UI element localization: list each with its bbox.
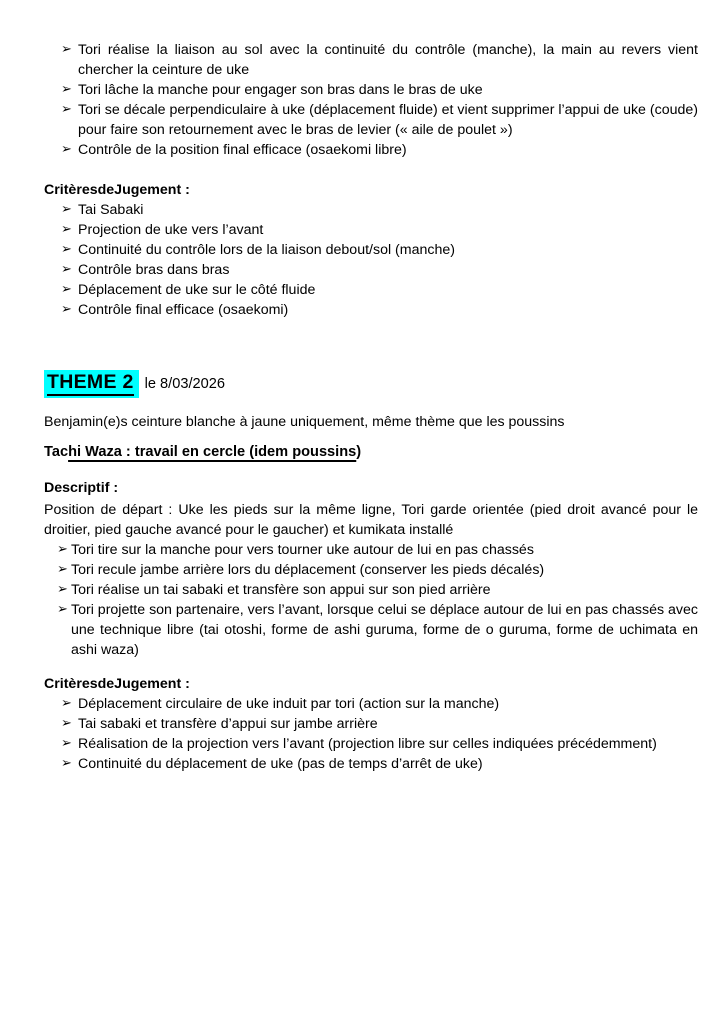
list-item <box>44 694 698 714</box>
list-item <box>44 540 698 560</box>
list-item-text: Contrôle bras dans bras <box>78 262 230 278</box>
arrow-bullet-icon: ➢ <box>61 201 72 216</box>
list-item-text: Tori lâche la manche pour engager son bras dans le bras de uke <box>78 82 483 98</box>
tachi-underlined-text: hi Waza : travail en cercle (idem poussins <box>68 444 357 460</box>
list-item-text: Déplacement de uke sur le côté fluide <box>78 282 316 298</box>
list-item <box>44 734 698 754</box>
arrow-bullet-icon: ➢ <box>61 81 72 96</box>
list-item-text: Contrôle de la position final efficace (osaekomi libre) <box>78 142 407 158</box>
list-item <box>44 100 698 140</box>
list-item-text: Tai sabaki et transfère d’appui sur jambe arrière <box>78 716 378 732</box>
arrow-bullet-icon: ➢ <box>61 221 72 236</box>
tachi-prefix: Tac <box>44 444 69 460</box>
tachi-waza-heading <box>44 442 698 462</box>
list-item-text: Tori réalise la liaison au sol avec la continuité du contrôle (manche), la main au revers vient chercher la ceinture de uke <box>78 42 698 78</box>
list-item <box>44 140 698 160</box>
position-paragraph: Position de départ : Uke les pieds sur la même ligne, Tori garde orientée (pied droit avancé pour le droitier, pied gauche avancé pour le gaucher) et kumikata installé <box>44 502 698 538</box>
list-item-text: Contrôle final efficace (osaekomi) <box>78 302 289 318</box>
criteria-heading-1: CritèresdeJugement : <box>44 182 190 198</box>
arrow-bullet-icon: ➢ <box>61 241 72 256</box>
theme2-heading <box>44 370 698 398</box>
list-item-text: Projection de uke vers l’avant <box>78 222 264 238</box>
descriptif-heading: Descriptif : <box>44 480 119 496</box>
arrow-bullet-icon: ➢ <box>61 695 72 710</box>
list-item-text: Tai Sabaki <box>78 202 144 218</box>
list-item-text: Tori projette son partenaire, vers l’avant, lorsque celui se déplace autour de lui en pas chassés avec une technique libre (tai otoshi, forme de ashi guruma, forme de o guruma, forme de uchimata en ashi waza) <box>71 602 698 658</box>
list-item <box>44 754 698 774</box>
arrow-bullet-icon: ➢ <box>61 141 72 156</box>
tachi-suffix: ) <box>356 444 362 460</box>
list-item-text: Tori se décale perpendiculaire à uke (déplacement fluide) et vient supprimer l’appui de uke (coude) pour faire son retournement avec le bras de levier (« aile de poulet ») <box>78 102 698 138</box>
criteria-list-2 <box>44 694 698 774</box>
arrow-bullet-icon: ➢ <box>61 301 72 316</box>
theme2-title: THEME 2 <box>47 371 134 396</box>
criteria-list-1 <box>44 200 698 320</box>
arrow-bullet-icon: ➢ <box>61 715 72 730</box>
arrow-bullet-icon: ➢ <box>61 735 72 750</box>
list-item-text: Continuité du déplacement de uke (pas de temps d’arrêt de uke) <box>78 756 483 772</box>
arrow-bullet-icon: ➢ <box>61 41 72 56</box>
arrow-bullet-icon: ➢ <box>61 281 72 296</box>
intro-bullet-list <box>44 40 698 160</box>
list-item-text: Tori tire sur la manche pour vers tourner uke autour de lui en pas chassés <box>71 542 534 558</box>
arrow-bullet-icon: ➢ <box>57 581 68 596</box>
theme2-date: le 8/03/2026 <box>144 376 225 392</box>
list-item <box>44 280 698 300</box>
list-item <box>44 80 698 100</box>
list-item <box>44 240 698 260</box>
list-item-text: Tori recule jambe arrière lors du déplacement (conserver les pieds décalés) <box>71 562 545 578</box>
arrow-bullet-icon: ➢ <box>61 755 72 770</box>
list-item <box>44 600 698 660</box>
arrow-bullet-icon: ➢ <box>61 261 72 276</box>
arrow-bullet-icon: ➢ <box>57 601 68 616</box>
list-item <box>44 40 698 80</box>
arrow-bullet-icon: ➢ <box>57 541 68 556</box>
list-item <box>44 560 698 580</box>
list-item <box>44 580 698 600</box>
criteria-heading-2: CritèresdeJugement : <box>44 676 190 692</box>
arrow-bullet-icon: ➢ <box>61 101 72 116</box>
descriptif-bullet-list <box>44 540 698 660</box>
list-item <box>44 220 698 240</box>
arrow-bullet-icon: ➢ <box>57 561 68 576</box>
list-item <box>44 200 698 220</box>
list-item-text: Continuité du contrôle lors de la liaison debout/sol (manche) <box>78 242 455 258</box>
list-item <box>44 260 698 280</box>
list-item-text: Réalisation de la projection vers l’avant (projection libre sur celles indiquées précédemment) <box>78 736 657 752</box>
list-item <box>44 300 698 320</box>
list-item-text: Déplacement circulaire de uke induit par tori (action sur la manche) <box>78 696 500 712</box>
theme2-title-highlight <box>44 370 139 398</box>
list-item <box>44 714 698 734</box>
benjamin-paragraph: Benjamin(e)s ceinture blanche à jaune uniquement, même thème que les poussins <box>44 414 565 430</box>
list-item-text: Tori réalise un tai sabaki et transfère son appui sur son pied arrière <box>71 582 491 598</box>
